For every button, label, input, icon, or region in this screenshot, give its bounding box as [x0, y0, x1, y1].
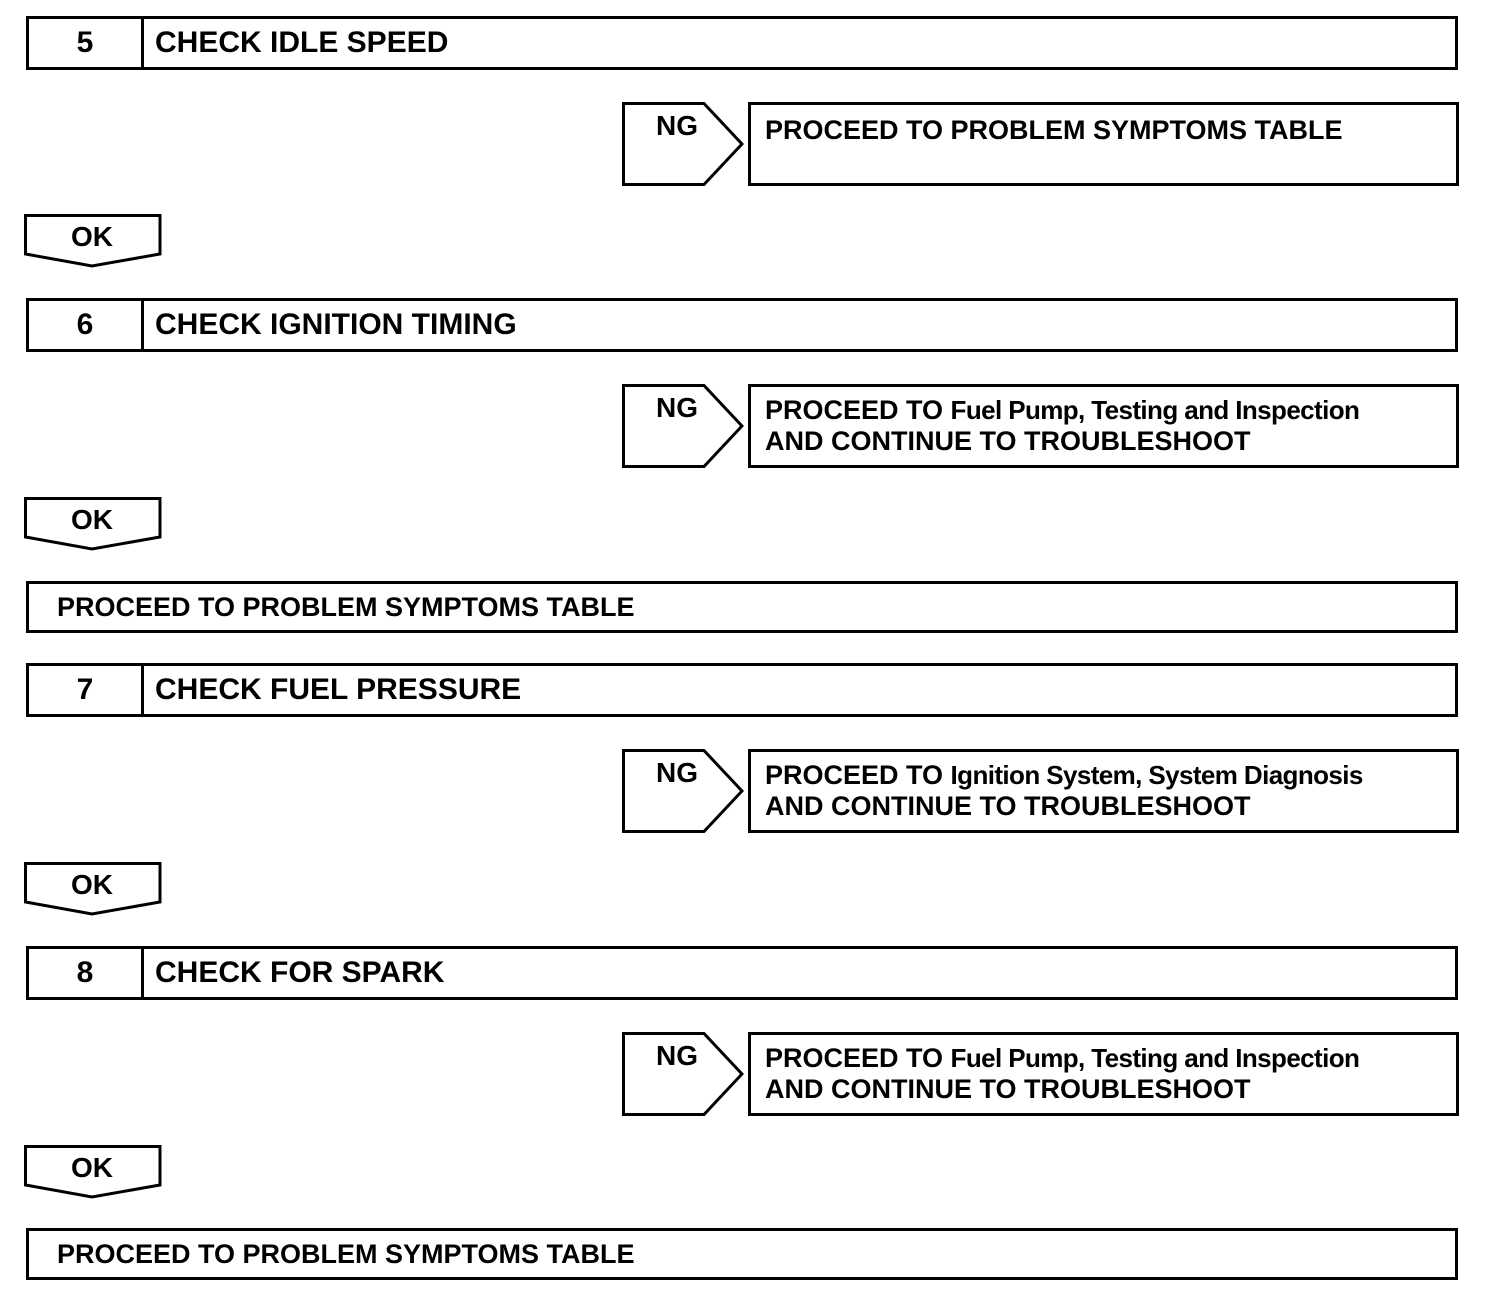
ng-action-text: PROCEED TO PROBLEM SYMPTOMS TABLE [765, 115, 1343, 145]
step-title: CHECK IDLE SPEED [155, 26, 449, 59]
ng-action-box [748, 1032, 1459, 1116]
step-title: CHECK FUEL PRESSURE [155, 673, 522, 706]
step-5-box [26, 16, 1458, 70]
ng-arrow [622, 749, 744, 833]
step-6-box [26, 298, 1458, 352]
ng-arrow [622, 1032, 744, 1116]
ok-arrow [24, 214, 164, 270]
final-action-box: PROCEED TO PROBLEM SYMPTOMS TABLE [26, 581, 1458, 633]
step-number: 7 [29, 666, 144, 714]
step-number: 6 [29, 301, 144, 349]
ng-action-condition: Ignition System, System Diagnosis [950, 760, 1363, 790]
ng-action-condition: Fuel Pump, Testing and Inspection [950, 395, 1360, 425]
ng-label: NG [656, 110, 698, 141]
ng-action-box [748, 102, 1459, 186]
ng-action-box [748, 384, 1459, 468]
ok-label: OK [71, 869, 113, 900]
ok-label: OK [71, 1152, 113, 1183]
ok-arrow [24, 862, 164, 918]
ng-action-line-1 [765, 1043, 1456, 1074]
ng-label: NG [656, 392, 698, 423]
ok-label: OK [71, 504, 113, 535]
ng-label: NG [656, 1040, 698, 1071]
ng-action-line-1 [765, 760, 1456, 791]
ng-action-line-2: AND CONTINUE TO TROUBLESHOOT [765, 1074, 1251, 1104]
ng-action-text: PROCEED TO [765, 1043, 951, 1073]
ng-action-line-1 [765, 115, 1456, 146]
ng-arrow [622, 384, 744, 468]
ok-arrow [24, 1145, 164, 1201]
step-8-box [26, 946, 1458, 1000]
ng-action-line-2: AND CONTINUE TO TROUBLESHOOT [765, 791, 1251, 821]
ng-arrow [622, 102, 744, 186]
ok-arrow [24, 497, 164, 553]
ng-action-box [748, 749, 1459, 833]
step-number: 5 [29, 19, 144, 67]
step-title: CHECK FOR SPARK [155, 956, 445, 989]
ng-action-line-1 [765, 395, 1456, 426]
ng-action-text: PROCEED TO [765, 760, 951, 790]
ng-action-line-2: AND CONTINUE TO TROUBLESHOOT [765, 426, 1251, 456]
step-title: CHECK IGNITION TIMING [155, 308, 517, 341]
ok-label: OK [71, 221, 113, 252]
step-number: 8 [29, 949, 144, 997]
step-7-box [26, 663, 1458, 717]
ng-action-text: PROCEED TO [765, 395, 951, 425]
ng-action-condition: Fuel Pump, Testing and Inspection [950, 1043, 1360, 1073]
final-action-box: PROCEED TO PROBLEM SYMPTOMS TABLE [26, 1228, 1458, 1280]
ng-label: NG [656, 757, 698, 788]
